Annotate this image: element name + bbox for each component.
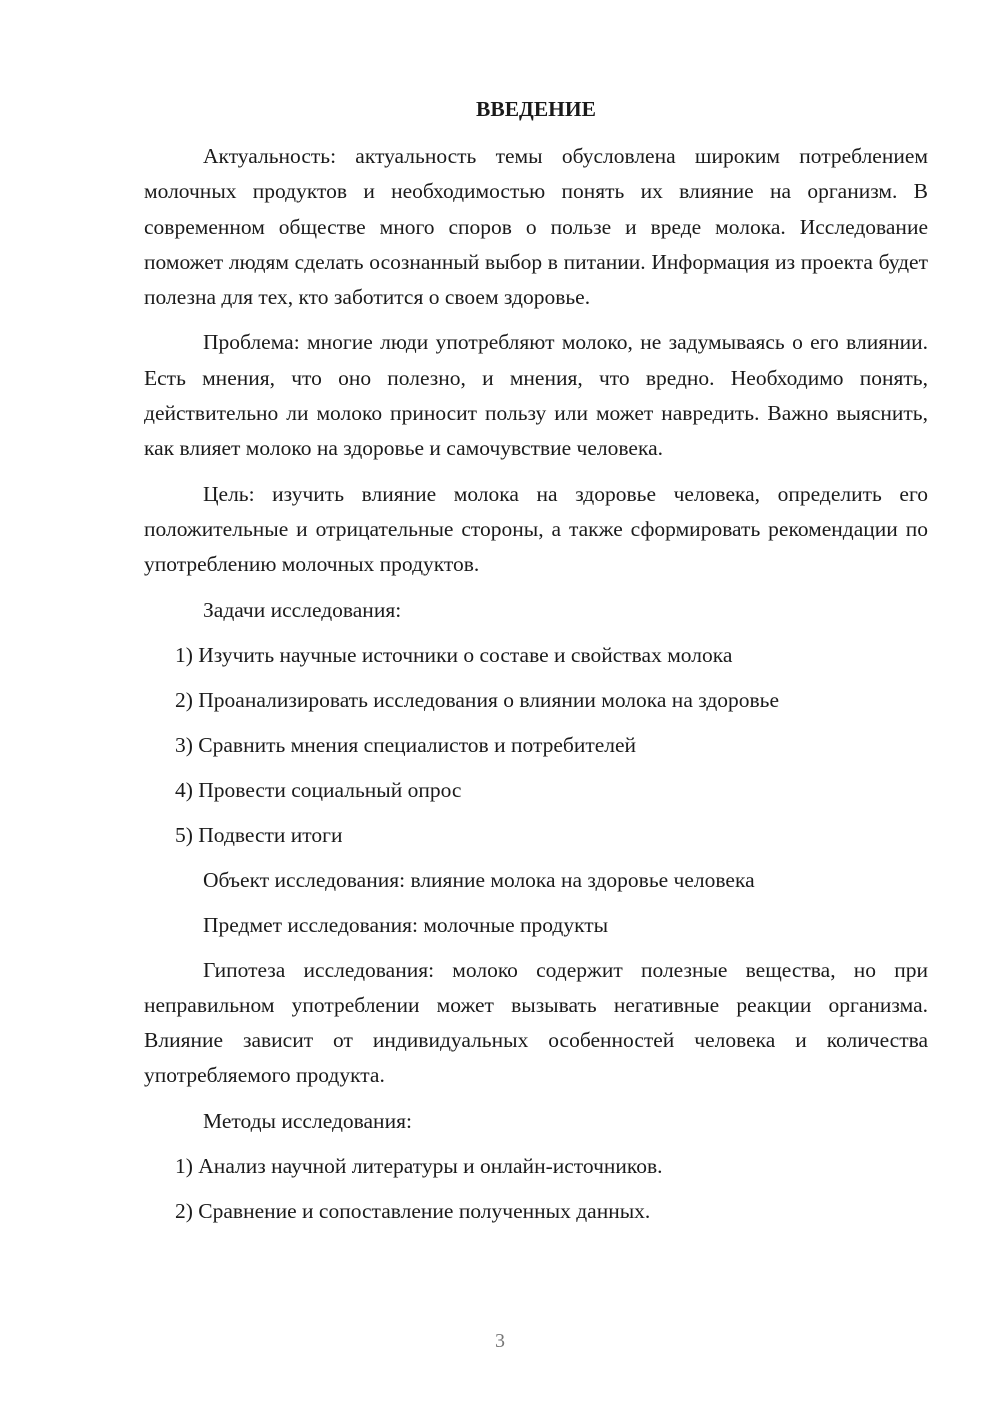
task-item: 3) Сравнить мнения специалистов и потребителей bbox=[175, 732, 637, 757]
page-title: ВВЕДЕНИЕ bbox=[476, 97, 596, 121]
relevance-paragraph: Актуальность: актуальность темы обусловлена широким потреблением молочных продуктов и необходимостью понять их влияние на организм. В современном обществе много споров о пользе и вреде молока. Исследование поможет людям сделать осознанный выбор в питании. Информация из проекта будет полезна для тех, кто заботится о своем здоровье. bbox=[144, 144, 928, 310]
research-object: Объект исследования: влияние молока на здоровье человека bbox=[203, 867, 755, 892]
method-item: 1) Анализ научной литературы и онлайн-источников. bbox=[175, 1153, 663, 1178]
method-item: 2) Сравнение и сопоставление полученных данных. bbox=[175, 1198, 651, 1223]
research-subject: Предмет исследования: молочные продукты bbox=[203, 912, 609, 937]
hypothesis-paragraph: Гипотеза исследования: молоко содержит полезные вещества, но при неправильном употреблении может вызывать негативные реакции организма. Влияние зависит от индивидуальных особенностей человека и количества употребляемого продукта. bbox=[144, 957, 928, 1088]
task-item: 4) Провести социальный опрос bbox=[175, 777, 462, 802]
tasks-heading: Задачи исследования: bbox=[203, 597, 402, 622]
goal-paragraph: Цель: изучить влияние молока на здоровье человека, определить его положительные и отрицательные стороны, а также сформировать рекомендации по употреблению молочных продуктов. bbox=[144, 481, 928, 577]
methods-heading: Методы исследования: bbox=[203, 1108, 412, 1133]
task-item: 1) Изучить научные источники о составе и свойствах молока bbox=[175, 642, 733, 667]
task-item: 5) Подвести итоги bbox=[175, 822, 343, 847]
document-body bbox=[144, 92, 928, 1229]
problem-paragraph: Проблема: многие люди употребляют молоко, не задумываясь о его влиянии. Есть мнения, что оно полезно, и мнения, что вредно. Необходимо понять, действительно ли молоко приносит пользу или может навредить. Важно выяснить, как влияет молоко на здоровье и самочувствие человека. bbox=[144, 330, 928, 461]
task-item: 2) Проанализировать исследования о влиянии молока на здоровье bbox=[175, 687, 780, 712]
page-number: 3 bbox=[495, 1330, 505, 1352]
